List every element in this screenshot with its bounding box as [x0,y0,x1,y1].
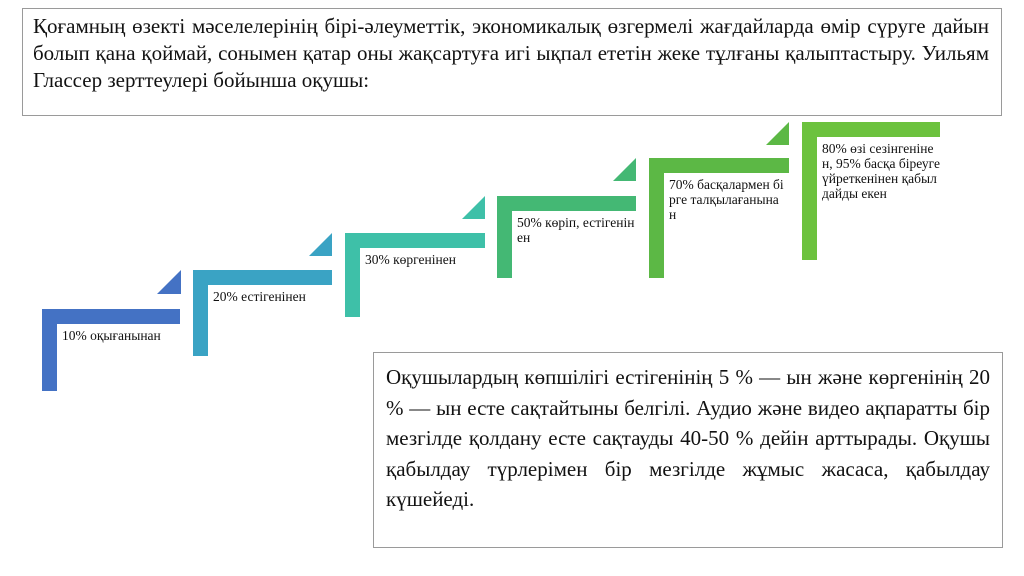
step-1-arrow [157,270,181,294]
step-2-arrow [309,233,332,256]
summary-text-box [373,352,1003,548]
step-5-arrow [766,122,789,145]
intro-text: Қоғамның өзекті мәселелерінің бірі-әлеуметтік, экономикалық өзгермелі жағдайларда өмір сүруге дайын болып қана қоймай, сонымен қатар оны жақсартуға игі ықпал ететін жеке тұлғаны қалыптастыру. Уильям Глассер зерттеулері бойынша оқушы: [33,14,989,92]
step-5-label: 70% басқалармен бірге талқылағанына н [669,177,784,222]
step-4-arrow [613,158,636,181]
step-4-label: 50% көріп, естігенінен [517,215,635,245]
step-1-shape [42,309,180,391]
step-2-label: 20% естігенінен [213,289,306,304]
step-2-shape [193,270,332,356]
step-6-label: 80% өзі сезінгенінен, 95% басқа біреуге үйреткенінен қабылдайды екен [822,141,940,201]
step-3-label: 30% көргенінен [365,252,456,267]
step-3-arrow [462,196,485,219]
step-1-label: 10% оқығанынан [62,328,161,343]
summary-text: Оқушылардың көпшілігі естігенінің 5 % — ын және көргенінің 20 % — ын есте сақтайтыны белгілі. Аудио және видео ақпаратты бір мезгілде қолдану есте сақтауды 40-50 % дейін арттырады. Оқушы қабылдау түрлерімен бір мезгілде жұмыс жасаса, қабылдау күшейеді. [386,365,990,511]
step-3-shape [345,233,485,317]
